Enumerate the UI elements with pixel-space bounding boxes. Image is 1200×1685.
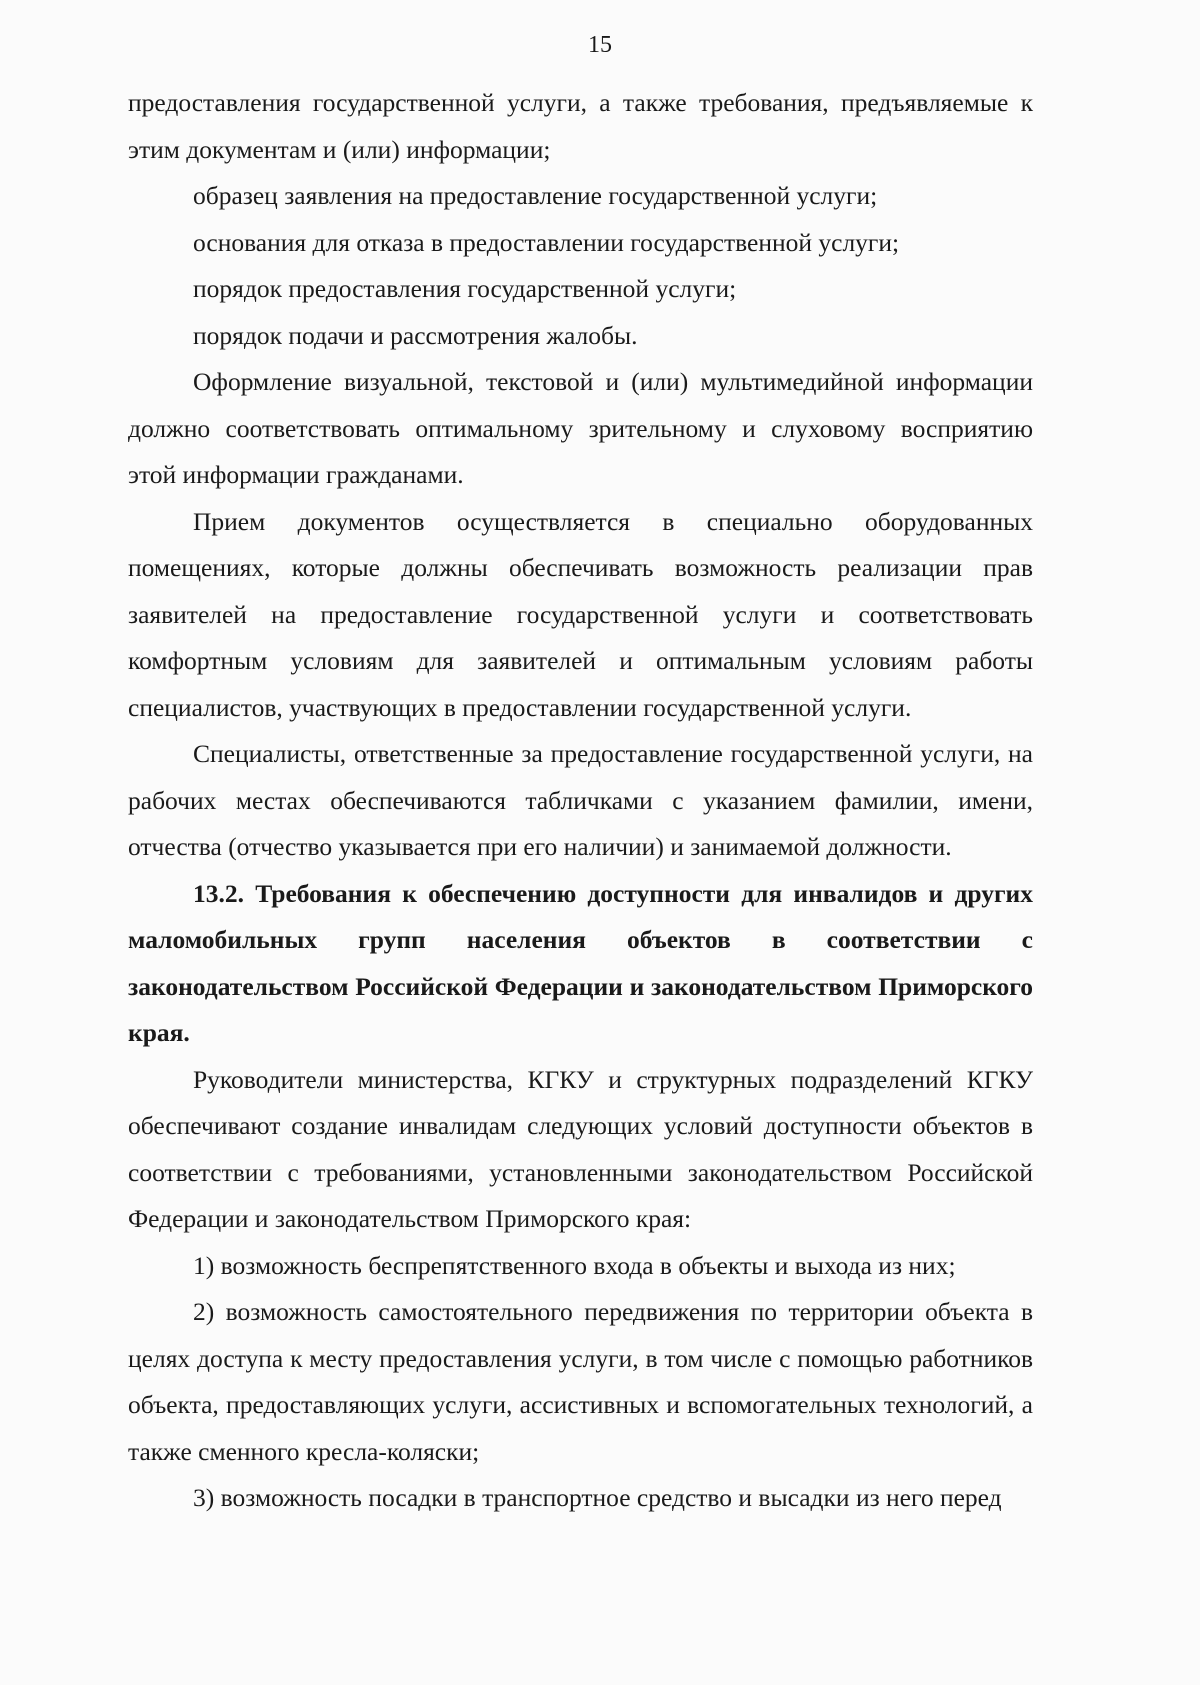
- list-item-2: 2) возможность самостоятельного передвижения по территории объекта в целях доступа к месту предоставления услуги, в том числе с помощью работников объекта, предоставляющих услуги, ассистивных и вспомогательных технологий, а также сменного кресла-коляски;: [128, 1297, 1033, 1466]
- page-number: 15: [588, 32, 612, 58]
- document-body: [128, 80, 1033, 1522]
- section-heading-13-2: 13.2. Требования к обеспечению доступности для инвалидов и других маломобильных групп населения объектов в соответствии с законодательством Российской Федерации и законодательством Приморского края.: [128, 878, 1033, 1047]
- list-line-application-sample: образец заявления на предоставление государственной услуги;: [193, 181, 878, 210]
- paragraph-continuation: предоставления государственной услуги, а также требования, предъявляемые к этим документам и (или) информации;: [128, 88, 1033, 164]
- paragraph-information-design: Оформление визуальной, текстовой и (или) мультимедийной информации должно соответствовать оптимальному зрительному и слуховому восприятию этой информации гражданами.: [128, 367, 1033, 489]
- paragraph-specialists: Специалисты, ответственные за предоставление государственной услуги, на рабочих местах обеспечиваются табличками с указанием фамилии, имени, отчества (отчество указывается при его наличии) и занимаемой должности.: [128, 739, 1033, 861]
- paragraph-managers: Руководители министерства, КГКУ и структурных подразделений КГКУ обеспечивают создание инвалидам следующих условий доступности объектов в соответствии с требованиями, установленными законодательством Российской Федерации и законодательством Приморского края:: [128, 1064, 1033, 1233]
- list-item-3: 3) возможность посадки в транспортное средство и высадки из него перед: [193, 1483, 1002, 1512]
- list-line-refusal-grounds: основания для отказа в предоставлении государственной услуги;: [193, 227, 900, 257]
- list-line-service-procedure: порядок предоставления государственной услуги;: [193, 274, 737, 303]
- list-line-complaint-procedure: порядок подачи и рассмотрения жалобы.: [193, 320, 638, 350]
- list-item-1: 1) возможность беспрепятственного входа в объекты и выхода из них;: [193, 1250, 956, 1280]
- paragraph-document-reception: Прием документов осуществляется в специально оборудованных помещениях, которые должны обеспечивать возможность реализации прав заявителей на предоставление государственной услуги и соответствовать комфортным условиям для заявителей и оптимальным условиям работы специалистов, участвующих в предоставлении государственной услуги.: [128, 506, 1033, 722]
